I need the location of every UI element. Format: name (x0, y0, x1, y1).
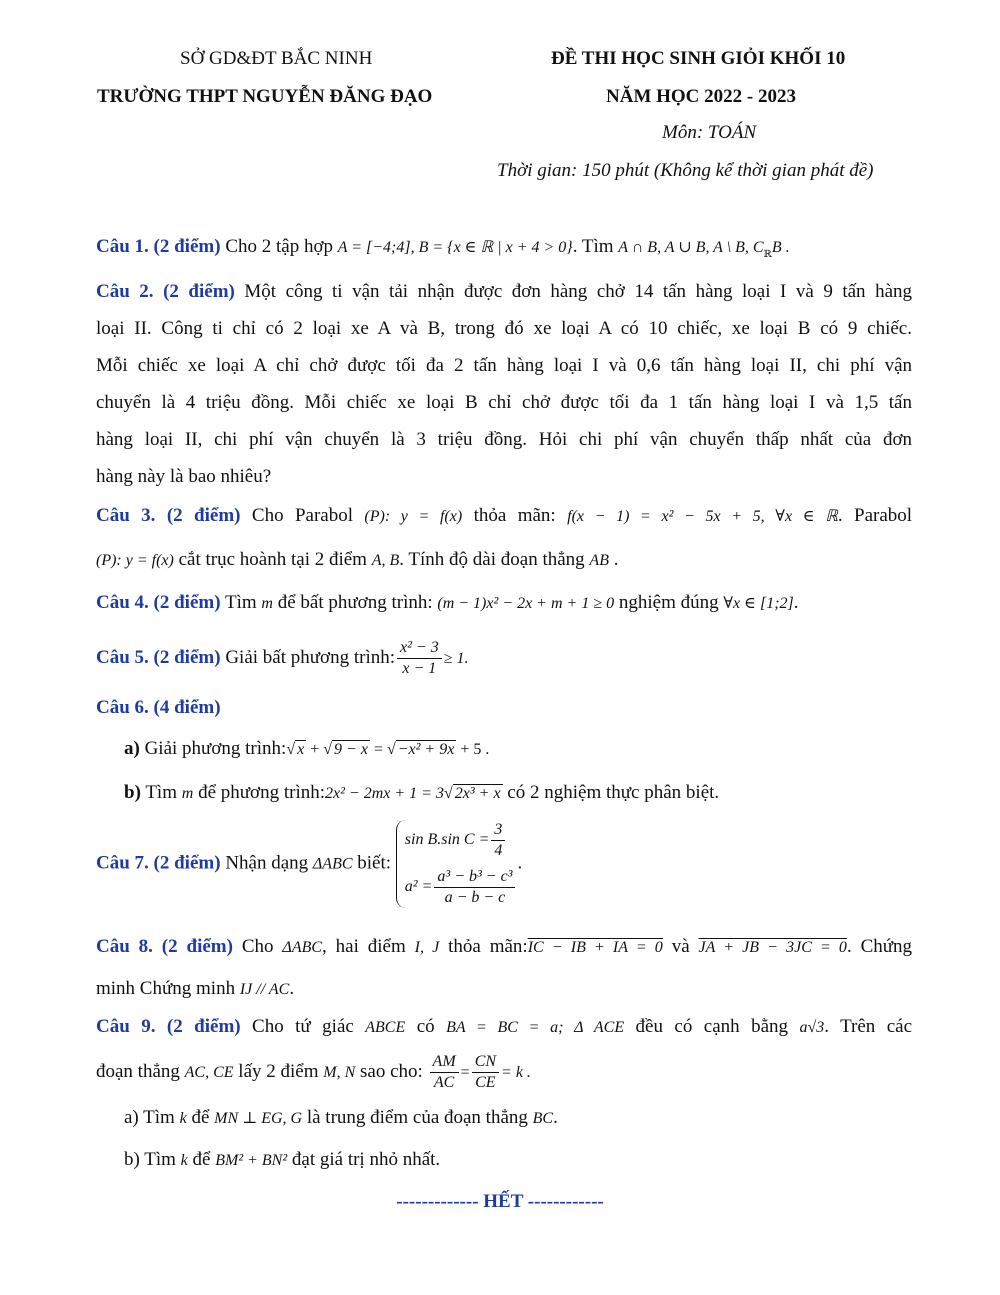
system-equation-1 (405, 820, 518, 861)
points-ij: I, J (414, 939, 440, 956)
equation-6b: 2x² − 2mx + 1 = 3√ (325, 785, 453, 802)
question-4-period: . (793, 592, 799, 613)
question-9-text-5: đoạn thẳng (96, 1061, 180, 1082)
parameter-m-6b: m (181, 785, 194, 802)
fraction-denominator: x − 1 (402, 660, 437, 678)
question-2 (96, 273, 912, 495)
triangle-abc: ΔABC (312, 855, 353, 873)
ratio-2-numerator: CN (472, 1052, 499, 1073)
question-3-label: Câu 3. (2 điểm) (96, 505, 241, 526)
parameter-m: m (261, 595, 273, 612)
question-8-line-2 (96, 970, 912, 1008)
segments-ac-ce: AC, CE (184, 1064, 234, 1081)
question-1-operations-end: B . (771, 239, 790, 256)
question-6 (96, 689, 912, 812)
school-name: TRƯỜNG THPT NGUYỄN ĐĂNG ĐẠO (97, 86, 433, 107)
question-3-line-1 (96, 497, 912, 535)
question-9-label: Câu 9. (2 điểm) (96, 1016, 241, 1037)
sqrt-sign-3: = √ (369, 741, 396, 758)
question-9-text-2: có (416, 1016, 435, 1037)
question-9-text-1: Cho tứ giác (252, 1016, 354, 1037)
question-1 (96, 228, 912, 273)
parallel-statement: IJ // AC (239, 981, 290, 998)
question-9-text-6: lấy 2 điểm (238, 1061, 319, 1082)
question-3-text-1: Cho Parabol (251, 505, 353, 526)
question-1-sets: A = [−4;4], B = {x ∈ ℝ | x + 4 > 0} (337, 239, 573, 256)
question-6a-text: Giải phương trình: (144, 738, 287, 759)
question-3-line-2 (96, 541, 912, 579)
points-ab: A, B (371, 552, 400, 569)
question-3-text-5: . Tính độ dài đoạn thẳng (399, 549, 585, 570)
parameter-k-9a: k (179, 1110, 187, 1127)
segment-bc: BC (532, 1110, 554, 1127)
question-6b-text-2: để phương trình: (198, 782, 326, 803)
function-condition: f(x − 1) = x² − 5x + 5, ∀x ∈ ℝ (567, 508, 838, 525)
question-2-line-3: Mỗi chiếc xe loại A chỉ chở được tối đa 2 tấn hàng loại I và 0,6 tấn hàng loại II, chi phí vận (96, 355, 912, 376)
equation-1-denominator: 4 (494, 842, 503, 859)
question-3 (96, 497, 912, 579)
question-1-text: Cho 2 tập hợp (225, 236, 333, 257)
question-9b-text-2: để (192, 1149, 211, 1170)
question-3-text-3: . Parabol (837, 505, 913, 526)
question-7 (96, 820, 912, 908)
question-5 (96, 632, 912, 685)
question-8-label: Câu 8. (2 điểm) (96, 936, 233, 957)
parabola-definition-2: (P): y = f(x) (96, 552, 174, 569)
question-9a (96, 1099, 912, 1137)
ratio-am-ac (430, 1052, 459, 1093)
question-6b-text-1: Tìm (145, 782, 177, 803)
question-9b-text-1: b) Tìm (124, 1149, 176, 1170)
question-7-period: . (517, 852, 523, 874)
question-6-title (96, 689, 912, 726)
question-6b-label: b) (124, 782, 141, 803)
equation-2-denominator: a − b − c (444, 889, 506, 906)
question-8-text-3: thỏa mãn: (448, 936, 528, 957)
question-9a-period: . (553, 1107, 558, 1128)
question-8-text-6: minh Chứng minh (96, 978, 236, 999)
radicand-3: −x² + 9x (397, 741, 455, 758)
inequality: (m − 1)x² − 2x + m + 1 ≥ 0 (437, 595, 615, 612)
question-6a (96, 730, 912, 768)
question-9a-text-1: a) Tìm (124, 1107, 175, 1128)
equation-system (396, 820, 518, 908)
exam-title: ĐỀ THI HỌC SINH GIỎI KHỐI 10 (551, 48, 846, 69)
equation-end: + 5 . (456, 741, 490, 758)
question-6a-label: a) (124, 738, 140, 759)
fraction-numerator: x² − 3 (397, 638, 442, 659)
ratio-1-denominator: AC (433, 1074, 455, 1092)
inequality-rhs: ≥ 1. (443, 650, 469, 667)
question-9-text-7: sao cho: (360, 1061, 423, 1082)
vector-equation-1: IC − IB + IA = 0 (527, 939, 663, 956)
equation-1-lhs: sin B.sin C = (404, 831, 490, 849)
perpendicular-condition: MN ⊥ EG, G (214, 1110, 303, 1127)
end-marker: ------------- HẾT ------------ (396, 1191, 604, 1212)
question-8-text-1: Cho (241, 936, 274, 957)
question-2-line-6: hàng này là bao nhiêu? (96, 466, 272, 487)
ratio-2-denominator: CE (475, 1074, 496, 1092)
question-2-text-1: Một công ti vận tải nhận được đơn hàng chở 14 tấn hàng loại I và 9 tấn hàng (244, 281, 912, 302)
equation-2-lhs: a² = (404, 878, 433, 896)
points-mn: M, N (323, 1064, 356, 1081)
question-6b (96, 774, 912, 812)
question-8-text-2: , hai điểm (322, 936, 406, 957)
school-year: NĂM HỌC 2022 - 2023 (606, 86, 796, 107)
subject: Môn: TOÁN (662, 122, 757, 143)
question-7-text-2: biết: (357, 852, 392, 874)
parameter-k-9b: k (180, 1152, 188, 1169)
question-3-period: . (613, 549, 619, 570)
question-2-line-5: hàng loại II, chi phí vận chuyển là 3 triệu đồng. Hỏi chi phí vận chuyển thấp nhất của đơn (96, 429, 912, 450)
segment-ab: AB (589, 552, 609, 569)
question-9-line-1 (96, 1008, 912, 1046)
radicand-2: 9 − x (334, 741, 368, 758)
triangle-abc-8: ΔABC (282, 939, 323, 956)
question-8-text-4: và (671, 936, 690, 957)
question-1-label: Câu 1. (2 điểm) (96, 236, 221, 257)
question-7-text-1: Nhận dạng (225, 852, 309, 874)
question-3-text-2: thỏa mãn: (473, 505, 556, 526)
question-1-subscript: ℝ (763, 248, 772, 260)
question-9-line-2: đoạn thẳng AC, CE lấy 2 điểm M, N sao cho: $\frac{AM}{AC}$ = $\frac{CN}{CE}$ = k . (96, 1053, 531, 1092)
question-9 (96, 1008, 912, 1179)
sqrt-sign-1: √ (286, 741, 296, 758)
question-4-label: Câu 4. (2 điểm) (96, 592, 221, 613)
question-5-fraction (397, 638, 442, 679)
question-8-text-5: . Chứng (846, 936, 913, 957)
ratio-cn-ce (472, 1052, 499, 1093)
question-5-text: Giải bất phương trình: (225, 647, 395, 668)
question-2-line-2: loại II. Công ti chỉ có 2 loại xe A và B, trong đó xe loại A có 10 chiếc, xe loại B có 9 chiếc. (96, 318, 912, 339)
question-8-period: . (289, 978, 295, 999)
ratio-equals-k: = k . (501, 1064, 531, 1081)
question-6b-text-3: có 2 nghiệm thực phân biệt. (507, 782, 720, 803)
question-5-label: Câu 5. (2 điểm) (96, 647, 221, 668)
exam-time: Thời gian: 150 phút (Không kể thời gian phát đề) (497, 160, 874, 181)
sum-of-squares: BM² + BN² (215, 1152, 288, 1169)
question-9-text-4: . Trên các (824, 1016, 913, 1037)
question-1-operations: A ∩ B, A ∪ B, A \ B, C (618, 239, 764, 256)
question-9a-text-3: là trung điểm của đoạn thẳng (306, 1107, 528, 1128)
interval-condition: ∀x ∈ [1;2] (723, 595, 794, 612)
question-9-text-3: đều có cạnh bằng (635, 1016, 789, 1037)
equation-1-fraction (491, 820, 505, 861)
question-8 (96, 928, 912, 1008)
side-conditions: BA = BC = a; Δ ACE (446, 1019, 625, 1036)
question-4-text-2: để bất phương trình: (277, 592, 433, 613)
question-1-text-2: . Tìm (572, 236, 614, 257)
ratio-1-numerator: AM (430, 1052, 459, 1073)
question-9b (96, 1141, 912, 1179)
sqrt-sign-2: + √ (306, 741, 333, 758)
system-equation-2 (405, 867, 518, 908)
radicand-6b: 2x³ + x (454, 785, 501, 802)
side-length: a√3 (799, 1019, 825, 1036)
question-2-line-4: chuyển là 4 triệu đồng. Mỗi chiếc xe loại B chỉ chở được tối đa 1 tấn hàng loại I và 1,5 tấn (96, 392, 912, 413)
question-2-line-1 (96, 273, 912, 310)
question-2-label: Câu 2. (2 điểm) (96, 281, 235, 302)
equation-1-numerator: 3 (491, 820, 505, 841)
question-4-text-3: nghiệm đúng (618, 592, 719, 613)
question-9b-text-3: đạt giá trị nhỏ nhất. (291, 1149, 441, 1170)
question-3-text-4: cắt trục hoành tại 2 điểm (178, 549, 367, 570)
equation-2-numerator: a³ − b³ − c³ (434, 867, 515, 888)
department-name: SỞ GD&ĐT BẮC NINH (180, 48, 373, 69)
vector-equation-2: JA + JB − 3JC = 0 (698, 939, 847, 956)
question-8-line-1 (96, 928, 912, 966)
question-4 (96, 584, 912, 622)
question-6-label: Câu 6. (4 điểm) (96, 697, 221, 718)
radicand-1: x (297, 741, 305, 758)
quadrilateral-abce: ABCE (365, 1019, 406, 1036)
question-4-text-1: Tìm (224, 592, 257, 613)
question-7-label: Câu 7. (2 điểm) (96, 852, 221, 874)
parabola-definition: (P): y = f(x) (364, 508, 463, 525)
question-9a-text-2: để (191, 1107, 210, 1128)
equation-2-fraction (434, 867, 515, 908)
